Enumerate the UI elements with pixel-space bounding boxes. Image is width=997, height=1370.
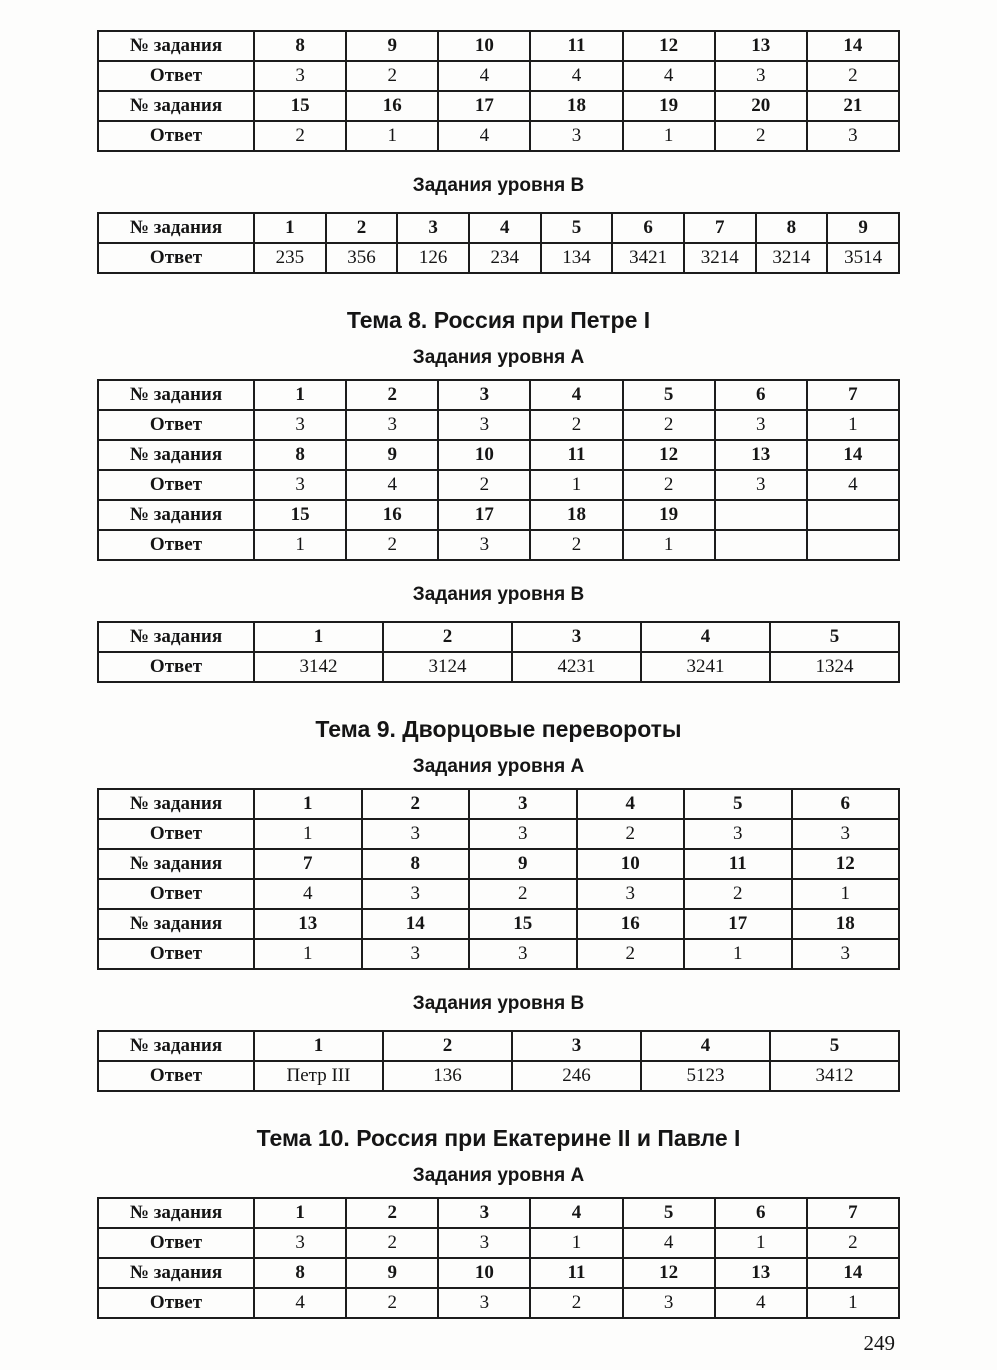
table-cell: 3: [438, 380, 530, 410]
table-cell: 21: [807, 91, 899, 121]
table-cell: 3: [362, 879, 470, 909]
answer-label-cell: Ответ: [98, 939, 254, 969]
table-cell: 16: [577, 909, 685, 939]
table-cell: 3: [577, 879, 685, 909]
table-cell: 3: [715, 410, 807, 440]
answers-table-tema8-level-b: [97, 621, 900, 683]
table-cell: 3241: [641, 652, 770, 682]
task-label-cell: № задания: [98, 1198, 254, 1228]
table-row: [98, 31, 899, 61]
table-cell: 1: [684, 939, 792, 969]
table-cell: 18: [530, 91, 622, 121]
table-cell: 9: [346, 440, 438, 470]
table-cell: 2: [577, 939, 685, 969]
table-cell: 14: [807, 440, 899, 470]
table-cell: 3: [807, 121, 899, 151]
table-row: [98, 500, 899, 530]
table-cell: 3: [715, 470, 807, 500]
table-cell: 4: [254, 879, 362, 909]
table-cell: 4: [807, 470, 899, 500]
section-heading-tema8-level-b: Задания уровня В: [412, 584, 585, 605]
table-cell: 5: [770, 1031, 899, 1061]
table-cell: [807, 530, 899, 560]
table-cell: 3: [397, 213, 469, 243]
table-cell: 14: [362, 909, 470, 939]
table-cell: [807, 500, 899, 530]
table-cell: 2: [346, 530, 438, 560]
answers-table-tema8-level-a: [97, 379, 900, 561]
table-cell: 4: [715, 1288, 807, 1318]
table-cell: 19: [623, 91, 715, 121]
table-cell: 3: [512, 622, 641, 652]
table-row: [98, 121, 899, 151]
table-cell: 1324: [770, 652, 899, 682]
table-cell: 7: [684, 213, 756, 243]
table-cell: 6: [612, 213, 684, 243]
table-cell: 17: [438, 500, 530, 530]
table-cell: 5: [541, 213, 613, 243]
table-cell: 3: [254, 410, 346, 440]
table-row: [98, 909, 899, 939]
table-cell: 1: [254, 1198, 346, 1228]
table-cell: 3214: [684, 243, 756, 273]
answer-label-cell: Ответ: [98, 819, 254, 849]
answer-label-cell: Ответ: [98, 879, 254, 909]
table-row: [98, 243, 899, 273]
table-cell: 3: [438, 410, 530, 440]
table-cell: 3: [254, 1228, 346, 1258]
table-cell: 7: [254, 849, 362, 879]
table-cell: 1: [254, 819, 362, 849]
answer-label-cell: Ответ: [98, 1228, 254, 1258]
table-row: [98, 410, 899, 440]
table-cell: Петр III: [254, 1061, 383, 1091]
table-row: [98, 61, 899, 91]
table-cell: 11: [684, 849, 792, 879]
table-cell: 3: [362, 819, 470, 849]
task-label-cell: № задания: [98, 1031, 254, 1061]
table-cell: 3: [792, 939, 900, 969]
table-cell: 17: [438, 91, 530, 121]
table-cell: 4: [530, 380, 622, 410]
table-cell: 18: [530, 500, 622, 530]
table-cell: 6: [715, 380, 807, 410]
table-cell: 12: [623, 1258, 715, 1288]
table-cell: 3: [362, 939, 470, 969]
table-row: [98, 849, 899, 879]
table-cell: 2: [346, 1288, 438, 1318]
table-cell: 1: [807, 410, 899, 440]
table-cell: 3: [469, 789, 577, 819]
table-row: [98, 530, 899, 560]
table-row: [98, 440, 899, 470]
table-row: [98, 470, 899, 500]
table-cell: 8: [756, 213, 828, 243]
table-cell: 3124: [383, 652, 512, 682]
table-cell: 3421: [612, 243, 684, 273]
table-cell: 7: [807, 380, 899, 410]
table-cell: 6: [715, 1198, 807, 1228]
task-label-cell: № задания: [98, 31, 254, 61]
table-cell: 15: [254, 91, 346, 121]
answer-label-cell: Ответ: [98, 470, 254, 500]
table-cell: 1: [346, 121, 438, 151]
table-cell: 356: [326, 243, 398, 273]
table-row: [98, 1288, 899, 1318]
table-cell: 3: [438, 1228, 530, 1258]
page-number: 249: [863, 1331, 895, 1355]
table-row: [98, 939, 899, 969]
table-cell: 246: [512, 1061, 641, 1091]
table-cell: 3: [469, 939, 577, 969]
table-cell: 12: [623, 31, 715, 61]
tema-heading-10: Тема 10. Россия при Екатерине II и Павле I: [256, 1125, 741, 1151]
table-cell: 3514: [827, 243, 899, 273]
table-cell: 1: [530, 1228, 622, 1258]
section-heading-tema10-level-a: Задания уровня А: [412, 1165, 585, 1186]
table-cell: 3: [715, 61, 807, 91]
table-cell: 235: [254, 243, 326, 273]
table-cell: 126: [397, 243, 469, 273]
tema-heading-8: Тема 8. Россия при Петре I: [346, 307, 651, 333]
table-cell: [715, 500, 807, 530]
table-row: [98, 1198, 899, 1228]
table-cell: 1: [623, 121, 715, 151]
table-cell: 15: [254, 500, 346, 530]
table-cell: 2: [438, 470, 530, 500]
table-cell: 3: [346, 410, 438, 440]
answers-table-top-level-b: [97, 212, 900, 274]
answer-label-cell: Ответ: [98, 530, 254, 560]
table-cell: 7: [807, 1198, 899, 1228]
table-cell: 3214: [756, 243, 828, 273]
table-cell: 4: [530, 61, 622, 91]
table-cell: 9: [469, 849, 577, 879]
table-cell: 1: [807, 1288, 899, 1318]
table-cell: 2: [807, 61, 899, 91]
task-label-cell: № задания: [98, 500, 254, 530]
table-cell: 2: [530, 410, 622, 440]
table-cell: 5: [623, 1198, 715, 1228]
table-cell: 3: [254, 470, 346, 500]
table-row: [98, 91, 899, 121]
table-cell: 4: [641, 1031, 770, 1061]
answer-label-cell: Ответ: [98, 61, 254, 91]
table-cell: 4: [346, 470, 438, 500]
answer-label-cell: Ответ: [98, 243, 254, 273]
table-cell: 10: [438, 440, 530, 470]
table-cell: 2: [469, 879, 577, 909]
tema-heading-9: Тема 9. Дворцовые перевороты: [315, 716, 682, 742]
table-cell: 2: [530, 530, 622, 560]
table-row: [98, 622, 899, 652]
table-cell: 2: [807, 1228, 899, 1258]
task-label-cell: № задания: [98, 91, 254, 121]
table-cell: 15: [469, 909, 577, 939]
table-cell: 2: [577, 819, 685, 849]
table-cell: 13: [254, 909, 362, 939]
answer-label-cell: Ответ: [98, 1061, 254, 1091]
table-row: [98, 879, 899, 909]
table-cell: 4: [641, 622, 770, 652]
table-cell: 3: [792, 819, 900, 849]
table-cell: 4: [623, 1228, 715, 1258]
table-cell: 1: [254, 939, 362, 969]
table-cell: [715, 530, 807, 560]
table-cell: 11: [530, 31, 622, 61]
table-cell: 4: [438, 61, 530, 91]
table-row: [98, 213, 899, 243]
table-cell: 3: [254, 61, 346, 91]
table-cell: 9: [346, 1258, 438, 1288]
table-row: [98, 652, 899, 682]
table-cell: 1: [792, 879, 900, 909]
table-cell: 4: [438, 121, 530, 151]
table-cell: 8: [254, 31, 346, 61]
table-cell: 2: [254, 121, 346, 151]
task-label-cell: № задания: [98, 909, 254, 939]
table-cell: 4: [577, 789, 685, 819]
section-heading-tema9-level-a: Задания уровня А: [412, 756, 585, 777]
answers-table-top-level-a: [97, 30, 900, 152]
table-cell: 9: [346, 31, 438, 61]
table-cell: 1: [254, 213, 326, 243]
answers-table-tema9-level-a: [97, 788, 900, 970]
table-cell: 2: [346, 1228, 438, 1258]
table-cell: 1: [254, 789, 362, 819]
table-cell: 11: [530, 440, 622, 470]
table-cell: 2: [530, 1288, 622, 1318]
table-cell: 16: [346, 500, 438, 530]
table-cell: 3: [512, 1031, 641, 1061]
table-row: [98, 1031, 899, 1061]
table-cell: 8: [254, 440, 346, 470]
table-row: [98, 1228, 899, 1258]
table-cell: 4: [469, 213, 541, 243]
table-cell: 1: [715, 1228, 807, 1258]
answers-table-tema9-level-b: [97, 1030, 900, 1092]
table-cell: 10: [438, 1258, 530, 1288]
table-cell: 6: [792, 789, 900, 819]
table-cell: 5: [684, 789, 792, 819]
section-heading-tema9-level-b: Задания уровня В: [412, 993, 585, 1014]
table-cell: 3: [438, 1198, 530, 1228]
task-label-cell: № задания: [98, 1258, 254, 1288]
table-cell: 12: [792, 849, 900, 879]
table-cell: 1: [254, 1031, 383, 1061]
task-label-cell: № задания: [98, 440, 254, 470]
table-cell: 9: [827, 213, 899, 243]
task-label-cell: № задания: [98, 849, 254, 879]
table-cell: 4231: [512, 652, 641, 682]
table-cell: 11: [530, 1258, 622, 1288]
table-cell: 5: [770, 622, 899, 652]
table-cell: 13: [715, 31, 807, 61]
answer-label-cell: Ответ: [98, 1288, 254, 1318]
answer-label-cell: Ответ: [98, 410, 254, 440]
table-row: [98, 789, 899, 819]
table-cell: 2: [346, 61, 438, 91]
table-cell: 8: [254, 1258, 346, 1288]
section-heading-level-b: Задания уровня В: [412, 175, 585, 196]
table-cell: 16: [346, 91, 438, 121]
table-cell: 18: [792, 909, 900, 939]
task-label-cell: № задания: [98, 213, 254, 243]
table-cell: 13: [715, 440, 807, 470]
table-cell: 3: [684, 819, 792, 849]
table-cell: 1: [254, 530, 346, 560]
table-cell: 3: [469, 819, 577, 849]
table-cell: 2: [362, 789, 470, 819]
table-cell: 234: [469, 243, 541, 273]
table-cell: 3: [438, 1288, 530, 1318]
table-cell: 14: [807, 31, 899, 61]
table-cell: 2: [346, 1198, 438, 1228]
task-label-cell: № задания: [98, 622, 254, 652]
task-label-cell: № задания: [98, 789, 254, 819]
table-cell: 1: [254, 380, 346, 410]
table-cell: 2: [383, 1031, 512, 1061]
table-cell: 4: [530, 1198, 622, 1228]
table-cell: 1: [530, 470, 622, 500]
section-heading-tema8-level-a: Задания уровня А: [412, 347, 585, 368]
table-cell: 4: [623, 61, 715, 91]
answers-table-tema10-level-a: [97, 1197, 900, 1319]
table-cell: 1: [254, 622, 383, 652]
table-cell: 2: [684, 879, 792, 909]
table-row: [98, 1258, 899, 1288]
table-cell: 2: [623, 470, 715, 500]
table-cell: 19: [623, 500, 715, 530]
answer-label-cell: Ответ: [98, 652, 254, 682]
table-cell: 3412: [770, 1061, 899, 1091]
table-cell: 2: [623, 410, 715, 440]
table-cell: 2: [383, 622, 512, 652]
table-cell: 134: [541, 243, 613, 273]
table-cell: 136: [383, 1061, 512, 1091]
table-row: [98, 380, 899, 410]
answer-label-cell: Ответ: [98, 121, 254, 151]
table-cell: 3: [623, 1288, 715, 1318]
task-label-cell: № задания: [98, 380, 254, 410]
table-cell: 2: [715, 121, 807, 151]
table-cell: 20: [715, 91, 807, 121]
table-cell: 3: [530, 121, 622, 151]
table-cell: 14: [807, 1258, 899, 1288]
table-cell: 17: [684, 909, 792, 939]
table-cell: 10: [438, 31, 530, 61]
table-cell: 8: [362, 849, 470, 879]
table-cell: 5123: [641, 1061, 770, 1091]
table-cell: 3: [438, 530, 530, 560]
table-cell: 10: [577, 849, 685, 879]
table-row: [98, 819, 899, 849]
table-cell: 1: [623, 530, 715, 560]
table-cell: 4: [254, 1288, 346, 1318]
table-cell: 12: [623, 440, 715, 470]
table-row: [98, 1061, 899, 1091]
table-cell: 2: [326, 213, 398, 243]
table-cell: 5: [623, 380, 715, 410]
table-cell: 2: [346, 380, 438, 410]
table-cell: 13: [715, 1258, 807, 1288]
table-cell: 3142: [254, 652, 383, 682]
